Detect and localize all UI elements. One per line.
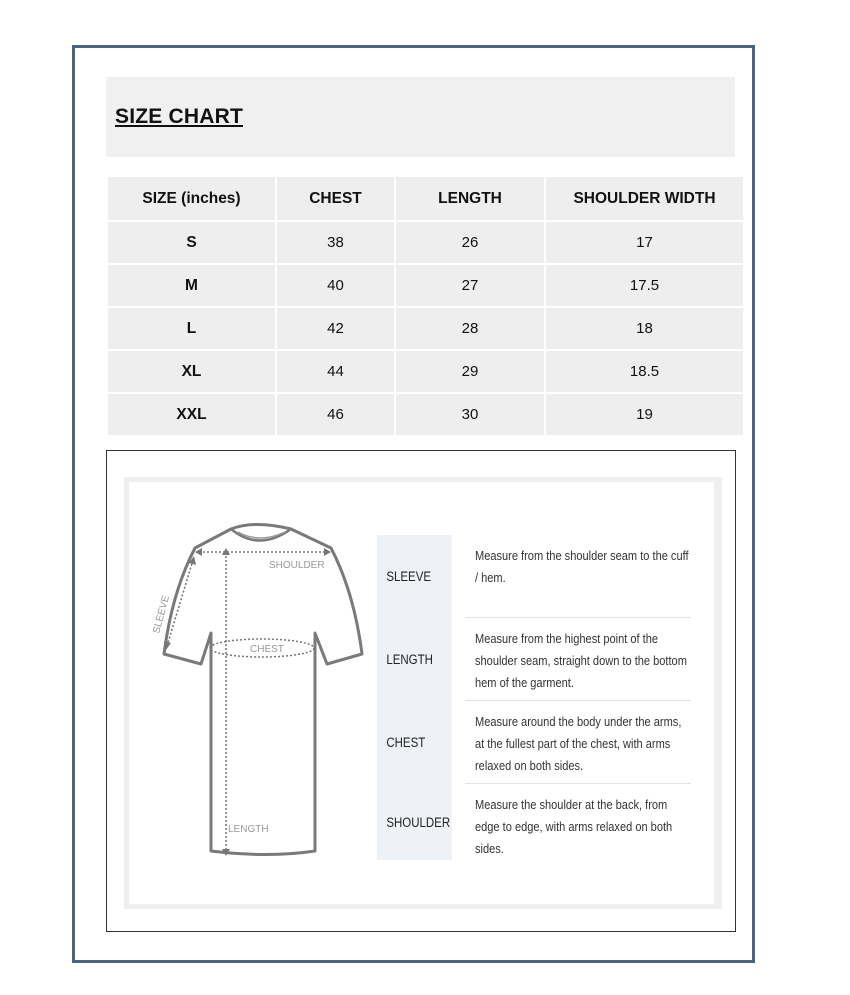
shoulder-cell: 17.5 (545, 264, 744, 307)
measurement-description: Measure the shoulder at the back, from edge to edge, with arms relaxed on both sides. (475, 797, 673, 856)
title-band (106, 77, 735, 157)
size-cell: XXL (107, 393, 276, 436)
header-size: SIZE (inches) (107, 176, 276, 221)
shoulder-cell: 19 (545, 393, 744, 436)
shoulder-cell: 18 (545, 307, 744, 350)
length-label: LENGTH (228, 824, 269, 835)
shoulder-cell: 18.5 (545, 350, 744, 393)
sleeve-arrow (167, 560, 193, 646)
size-cell: M (107, 264, 276, 307)
measurement-description: Measure from the shoulder seam to the cuff / hem. (465, 535, 691, 618)
measurement-label: CHEST (377, 701, 452, 784)
size-table (106, 175, 745, 437)
chest-cell: 42 (276, 307, 395, 350)
collar-line (231, 529, 291, 541)
length-cell: 28 (395, 307, 545, 350)
chest-cell: 40 (276, 264, 395, 307)
table-row (107, 221, 744, 264)
measurement-row (377, 784, 691, 860)
length-cell: 26 (395, 221, 545, 264)
table-row (107, 393, 744, 436)
length-cell: 27 (395, 264, 545, 307)
length-cell: 29 (395, 350, 545, 393)
measurement-guide (106, 450, 736, 932)
size-cell: XL (107, 350, 276, 393)
table-row (107, 307, 744, 350)
table-row (107, 264, 744, 307)
guide-content (129, 482, 714, 904)
chest-cell: 38 (276, 221, 395, 264)
measurement-list (377, 535, 691, 860)
chest-label: CHEST (250, 644, 284, 655)
measurement-row (377, 535, 691, 618)
size-cell: L (107, 307, 276, 350)
shoulder-cell: 17 (545, 221, 744, 264)
measurement-row (377, 618, 691, 701)
tshirt-diagram (151, 522, 379, 867)
size-cell: S (107, 221, 276, 264)
chest-cell: 46 (276, 393, 395, 436)
table-row (107, 350, 744, 393)
length-cell: 30 (395, 393, 545, 436)
header-length: LENGTH (395, 176, 545, 221)
sleeve-label: SLEEVE (151, 594, 172, 635)
chest-cell: 44 (276, 350, 395, 393)
measurement-label: SHOULDER (377, 784, 452, 860)
header-chest: CHEST (276, 176, 395, 221)
measurement-description: Measure around the body under the arms, at the fullest part of the chest, with arms relaxed on both sides. (465, 701, 691, 784)
tshirt-outline (164, 525, 362, 855)
shoulder-label: SHOULDER (269, 560, 325, 571)
measurement-row (377, 701, 691, 784)
table-header-row (107, 176, 744, 221)
guide-panel (124, 477, 722, 909)
measurement-label: LENGTH (377, 618, 452, 701)
measurement-label: SLEEVE (377, 535, 452, 618)
header-shoulder-width: SHOULDER WIDTH (545, 176, 744, 221)
measurement-description: Measure from the highest point of the shoulder seam, straight down to the bottom hem of the garment. (465, 618, 691, 701)
page-title: SIZE CHART (115, 105, 243, 128)
